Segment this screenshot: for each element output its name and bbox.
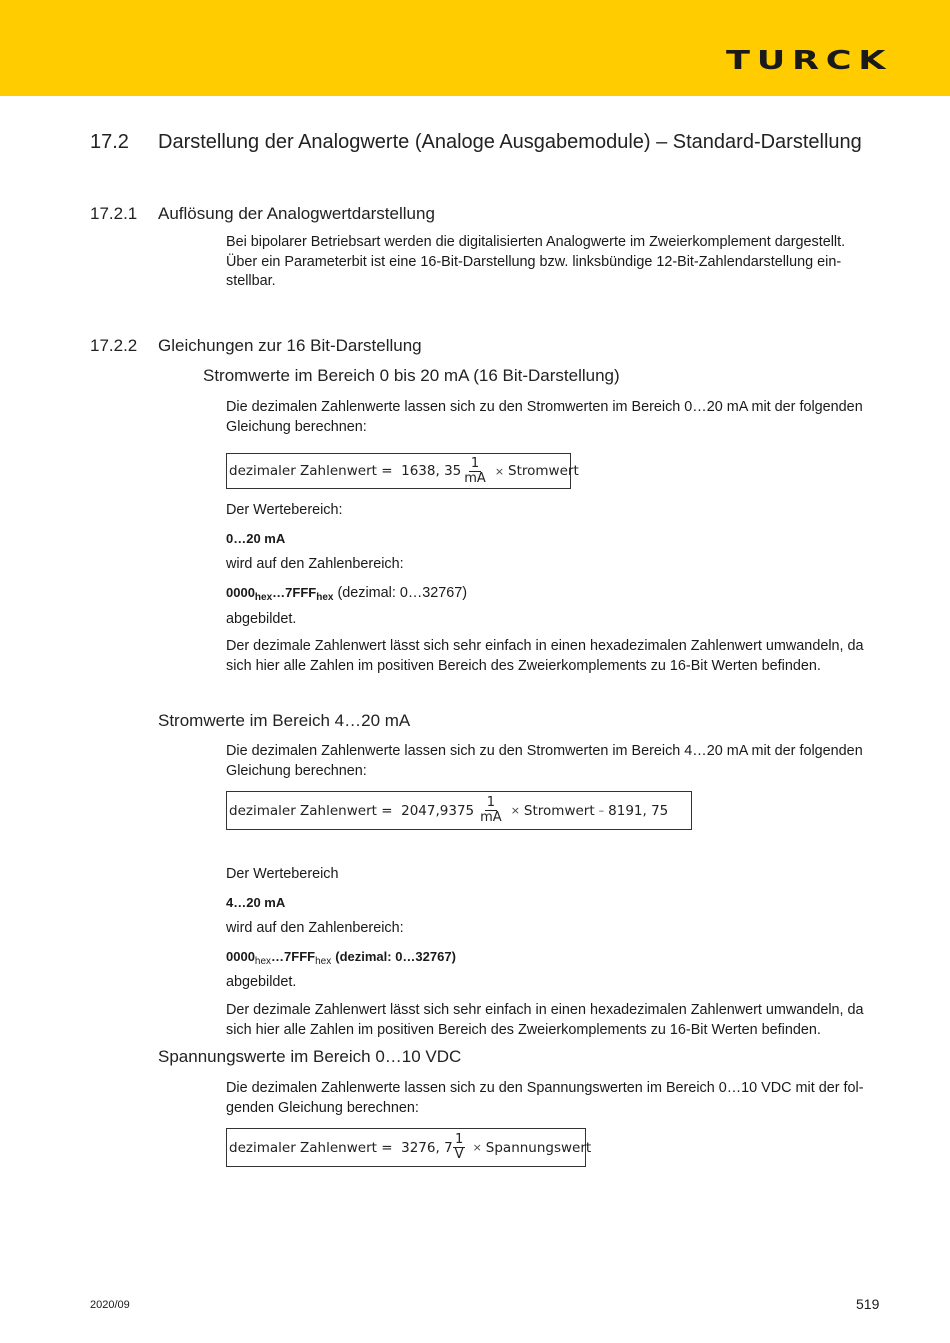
hex-start: 0000 <box>226 949 255 964</box>
formula-equals: = <box>381 1139 393 1156</box>
maps-to-text: wird auf den Zahlenbereich: <box>226 920 404 936</box>
mapped-text: abgebildet. <box>226 611 297 627</box>
range-value: 0…20 mA <box>226 531 286 546</box>
formula-fraction <box>453 1133 466 1162</box>
formula-variable: Spannungswert <box>485 1139 592 1156</box>
formula-fraction <box>462 457 488 486</box>
formula-coefficient: 3276, 7 <box>401 1139 453 1156</box>
text-line: Der dezimale Zahlenwert lässt sich sehr einfach in einen hexadezimalen Zahlenwert umwandeln, da <box>226 638 864 654</box>
text-line: Gleichung berechnen: <box>226 418 367 435</box>
formula-lhs: dezimaler Zahlenwert <box>229 802 377 819</box>
heading-current-0-20: Stromwerte im Bereich 0 bis 20 mA (16 Bit-Darstellung) <box>203 366 620 385</box>
paragraph-intro <box>226 1079 906 1118</box>
subsection-number: 17.2.2 <box>90 336 138 355</box>
turck-logo: TURCK <box>726 46 893 76</box>
hex-start: 0000 <box>226 585 255 600</box>
section-title: Darstellung der Analogwerte (Analoge Ausgabemodule) – Standard-Darstellung <box>158 131 862 153</box>
paragraph-resolution <box>226 233 886 292</box>
range-label: Der Wertebereich <box>226 866 339 882</box>
hex-subscript: hex <box>316 592 334 603</box>
text-line: Bei bipolarer Betriebsart werden die digitalisierten Analogwerte im Zweierkomplement dargestellt. <box>226 234 846 250</box>
fraction-numerator: 1 <box>470 455 480 471</box>
hex-subscript: hex <box>254 592 273 603</box>
paragraph-intro <box>226 398 906 437</box>
hex-decimal: (dezimal: 0…32767) <box>335 949 456 964</box>
formula-fraction <box>478 796 504 825</box>
subsection-title: Gleichungen zur 16 Bit-Darstellung <box>158 336 422 355</box>
fraction-denominator: V <box>454 1147 464 1162</box>
heading-current-4-20: Stromwerte im Bereich 4…20 mA <box>158 711 411 730</box>
text-line: Der dezimale Zahlenwert lässt sich sehr einfach in einen hexadezimalen Zahlenwert umwandeln, da <box>226 1002 864 1018</box>
text-line: Die dezimalen Zahlenwerte lassen sich zu den Spannungswerten im Bereich 0…10 VDC mit der fol- <box>226 1080 864 1096</box>
range-value: 4…20 mA <box>226 895 286 910</box>
hex-decimal: (dezimal: 0…32767) <box>337 585 468 601</box>
hex-end: …7FFF <box>271 949 316 964</box>
times-sign: × <box>510 804 520 817</box>
text-line: stellbar. <box>226 273 276 289</box>
formula-box <box>226 1128 592 1167</box>
subsection-number: 17.2.1 <box>90 204 138 223</box>
times-sign: × <box>472 1141 482 1154</box>
formula-equals: = <box>381 802 393 819</box>
text-line: sich hier alle Zahlen im positiven Bereich des Zweierkomplements zu 16-Bit Werten befinden. <box>226 1021 821 1038</box>
mapped-text: abgebildet. <box>226 974 297 990</box>
hex-subscript: hex <box>315 956 332 967</box>
formula-offset: 8191, 75 <box>608 802 669 819</box>
text-line: genden Gleichung berechnen: <box>226 1099 419 1116</box>
heading-voltage-0-10: Spannungswerte im Bereich 0…10 VDC <box>158 1047 462 1066</box>
fraction-numerator: 1 <box>486 795 496 810</box>
formula-coefficient: 1638, 35 <box>401 463 462 479</box>
formula-variable: Stromwert <box>508 463 579 479</box>
text-line: Über ein Parameterbit ist eine 16-Bit-Darstellung bzw. linksbündige 12-Bit-Zahlendarstellung ein- <box>226 253 842 270</box>
header-bar <box>0 0 950 96</box>
paragraph-note <box>226 637 906 676</box>
formula-box <box>226 791 692 830</box>
formula-coefficient: 2047,9375 <box>401 802 475 819</box>
hex-range <box>226 583 467 608</box>
hex-end: …7FFF <box>272 585 317 600</box>
times-sign: × <box>494 464 505 478</box>
hex-subscript: hex <box>254 956 272 967</box>
fraction-denominator: mA <box>480 810 502 825</box>
fraction-denominator: mA <box>464 470 486 486</box>
page-number: 519 <box>856 1296 880 1312</box>
section-number: 17.2 <box>90 131 129 153</box>
footer-date: 2020/09 <box>90 1299 130 1311</box>
formula-lhs: dezimaler Zahlenwert <box>229 463 377 479</box>
formula-box <box>226 453 579 489</box>
maps-to-text: wird auf den Zahlenbereich: <box>226 556 404 572</box>
range-label: Der Wertebereich: <box>226 502 343 518</box>
text-line: Die dezimalen Zahlenwerte lassen sich zu den Stromwerten im Bereich 0…20 mA mit der folgenden <box>226 399 863 415</box>
formula-variable: Stromwert <box>523 802 595 819</box>
fraction-numerator: 1 <box>454 1132 464 1147</box>
text-line: sich hier alle Zahlen im positiven Bereich des Zweierkomplements zu 16-Bit Werten befinden. <box>226 657 821 674</box>
subsection-title: Auflösung der Analogwertdarstellung <box>158 204 435 223</box>
text-line: Gleichung berechnen: <box>226 762 367 779</box>
formula-equals: = <box>381 463 393 479</box>
formula-lhs: dezimaler Zahlenwert <box>229 1139 377 1156</box>
hex-range <box>226 947 456 972</box>
minus-sign: – <box>598 804 605 817</box>
paragraph-note <box>226 1001 906 1040</box>
text-line: Die dezimalen Zahlenwerte lassen sich zu den Stromwerten im Bereich 4…20 mA mit der folgenden <box>226 743 863 759</box>
paragraph-intro <box>226 742 906 781</box>
